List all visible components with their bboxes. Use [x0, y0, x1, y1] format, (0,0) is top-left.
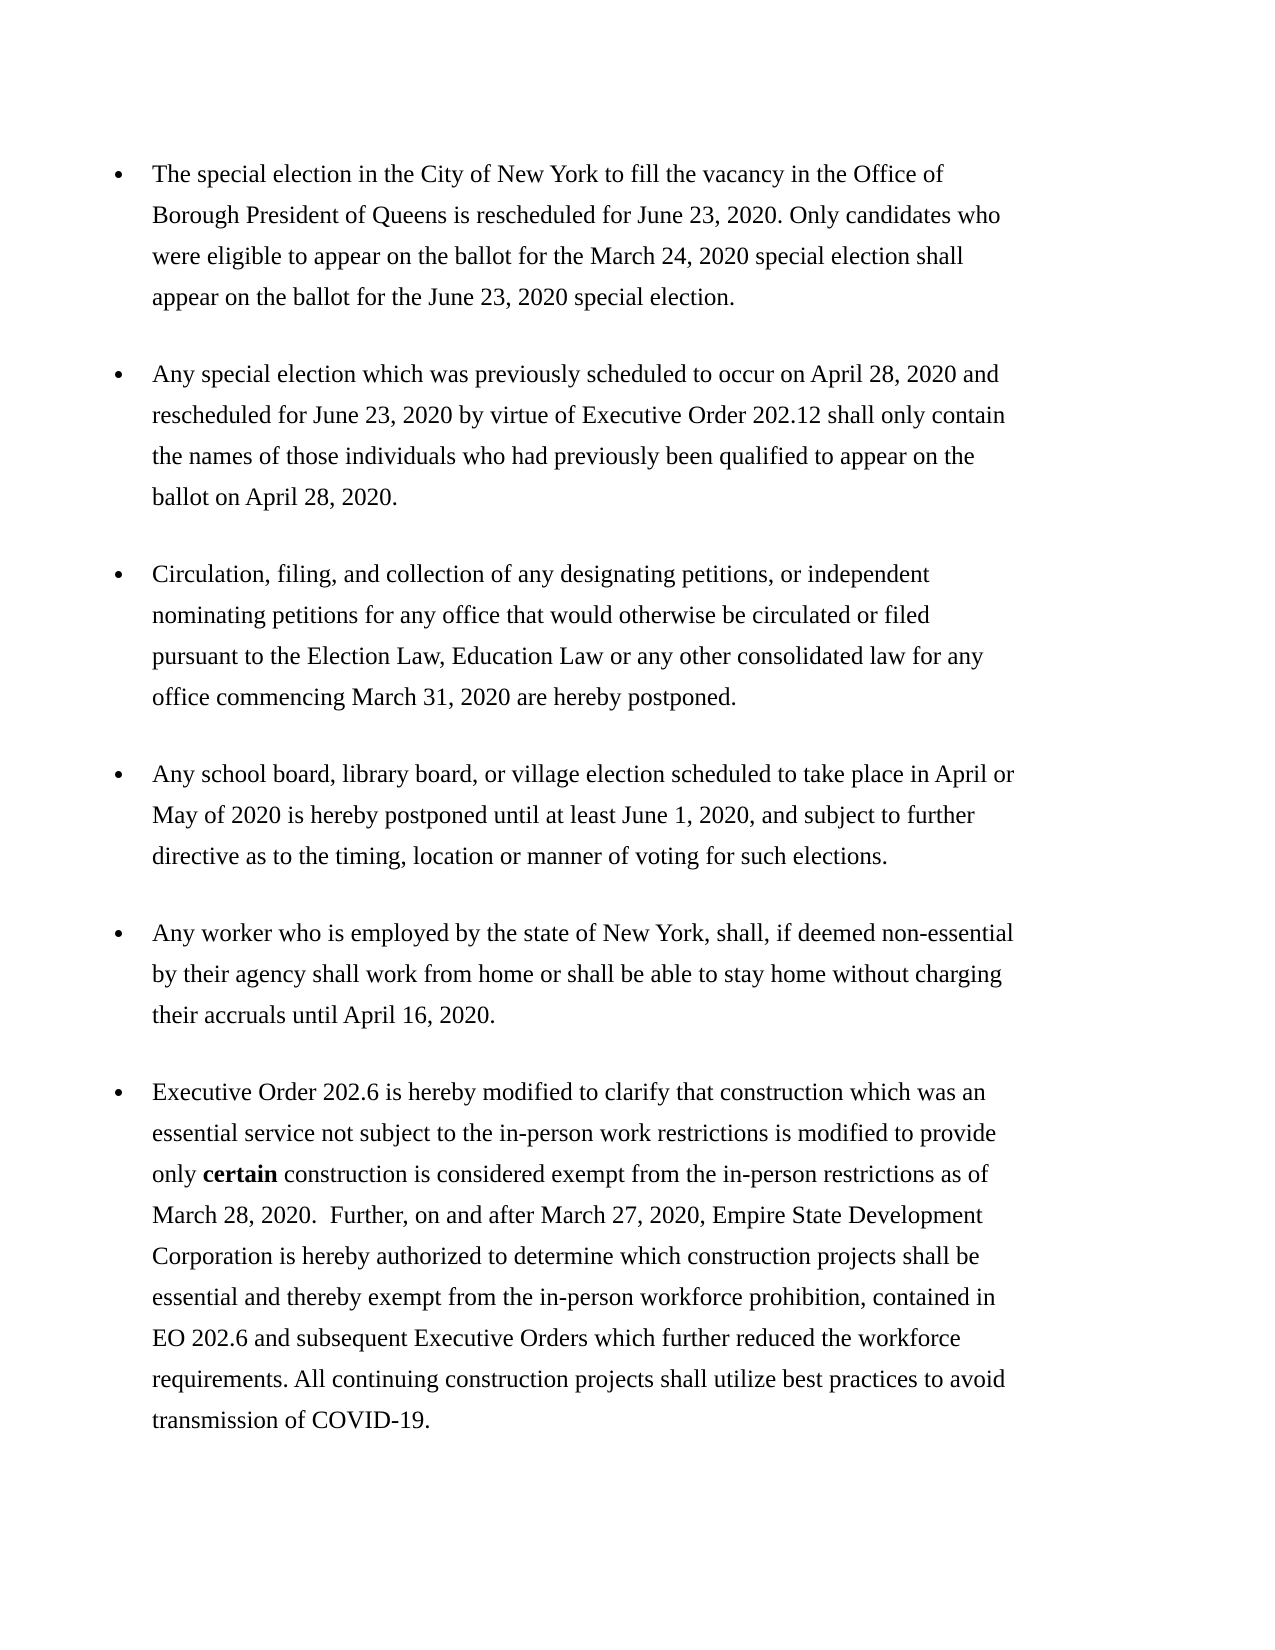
text-line: transmission of COVID-19.	[152, 1407, 431, 1434]
bullet-dot-icon	[115, 930, 122, 937]
text-line: requirements. All continuing construction projects shall utilize best practices to avoid	[152, 1366, 1006, 1393]
text-line: ballot on April 28, 2020.	[152, 484, 398, 511]
text-line: May of 2020 is hereby postponed until at least June 1, 2020, and subject to further	[152, 802, 975, 829]
text-line: appear on the ballot for the June 23, 2020 special election.	[152, 284, 736, 311]
bullet-dot-icon	[115, 1089, 122, 1096]
text-line: essential and thereby exempt from the in-person workforce prohibition, contained in	[152, 1284, 996, 1311]
text-line: Any special election which was previously scheduled to occur on April 28, 2020 and	[152, 361, 1000, 388]
bullet-dot-icon	[115, 171, 122, 178]
text-line: directive as to the timing, location or manner of voting for such elections.	[152, 843, 888, 870]
bullet-item	[152, 154, 1162, 318]
bullet-item	[152, 554, 1162, 718]
text-line: Circulation, filing, and collection of any designating petitions, or independent	[152, 561, 930, 588]
text-line: March 28, 2020. Further, on and after March 27, 2020, Empire State Development	[152, 1202, 983, 1229]
bullet-list	[152, 154, 1162, 1477]
bullet-item	[152, 354, 1162, 518]
text-line: nominating petitions for any office that would otherwise be circulated or filed	[152, 602, 930, 629]
text-line: essential service not subject to the in-person work restrictions is modified to provide	[152, 1120, 997, 1147]
bullet-item	[152, 754, 1162, 877]
text-line: only certain construction is considered exempt from the in-person restrictions as of	[152, 1161, 989, 1188]
text-line: EO 202.6 and subsequent Executive Orders which further reduced the workforce	[152, 1325, 961, 1352]
text-line: Executive Order 202.6 is hereby modified to clarify that construction which was an	[152, 1079, 986, 1106]
bullet-dot-icon	[115, 771, 122, 778]
text-line: office commencing March 31, 2020 are hereby postponed.	[152, 684, 737, 711]
bullet-dot-icon	[115, 571, 122, 578]
text-line: pursuant to the Election Law, Education Law or any other consolidated law for any	[152, 643, 984, 670]
text-line: Any worker who is employed by the state of New York, shall, if deemed non-essential	[152, 920, 1014, 947]
text-line: rescheduled for June 23, 2020 by virtue of Executive Order 202.12 shall only contain	[152, 402, 1006, 429]
bullet-item	[152, 1072, 1162, 1441]
text-line: The special election in the City of New York to fill the vacancy in the Office of	[152, 161, 944, 188]
text-line: Corporation is hereby authorized to determine which construction projects shall be	[152, 1243, 980, 1270]
text-line: by their agency shall work from home or shall be able to stay home without charging	[152, 961, 1003, 988]
text-line: Any school board, library board, or village election scheduled to take place in April or	[152, 761, 1015, 788]
text-line: were eligible to appear on the ballot for the March 24, 2020 special election shall	[152, 243, 964, 270]
bullet-dot-icon	[115, 371, 122, 378]
text-line: Borough President of Queens is rescheduled for June 23, 2020. Only candidates who	[152, 202, 1001, 229]
bullet-item	[152, 913, 1162, 1036]
text-line: the names of those individuals who had previously been qualified to appear on the	[152, 443, 975, 470]
text-line: their accruals until April 16, 2020.	[152, 1002, 496, 1029]
